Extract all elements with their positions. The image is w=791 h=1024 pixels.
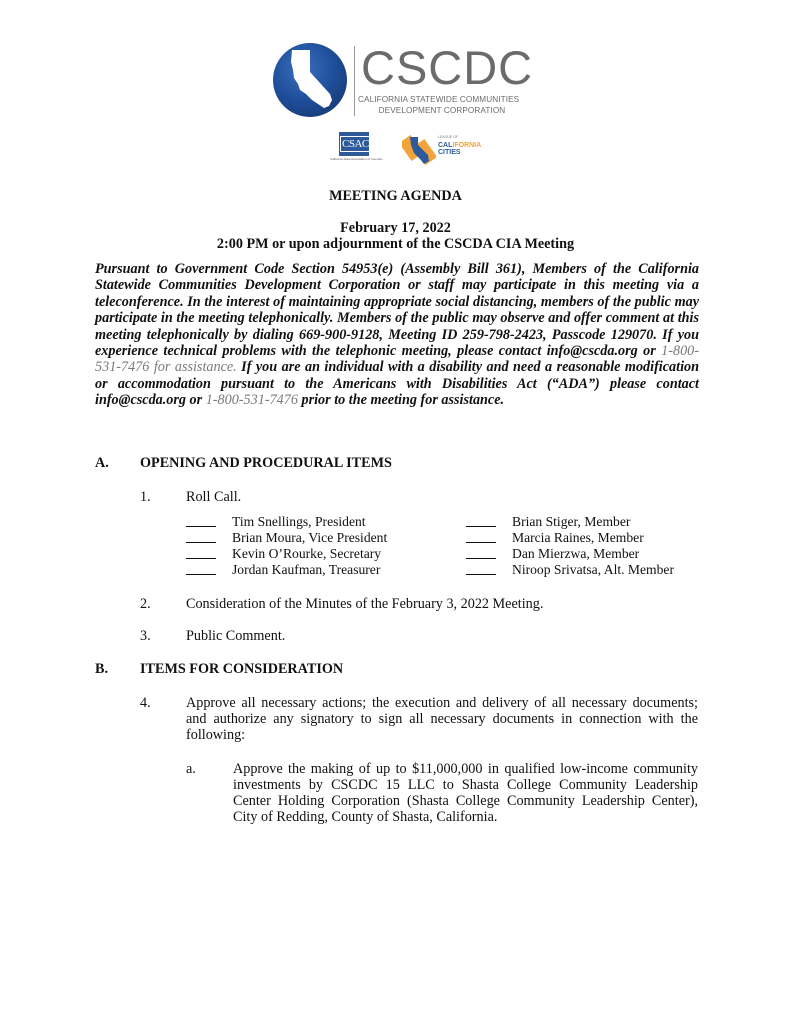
- attendance-blank: [466, 546, 496, 559]
- item-1-text: Roll Call.: [186, 489, 242, 505]
- section-a-letter: A.: [95, 455, 109, 471]
- league-of-california-cities-logo: [402, 131, 482, 167]
- league-text: LEAGUE OF CALIFORNIA CITIES: [438, 135, 482, 156]
- attendance-blank: [186, 514, 216, 527]
- california-cities-icon: [402, 131, 436, 167]
- teleconference-notice: Pursuant to Government Code Section 54953(e) (Assembly Bill 361), Members of the California Statewide Communities Development Corporation or staff may participate in this meeting via a teleconference. In the interest of maintaining appropriate social distancing, members of the public may participate in the meeting telephonically. Members of the public may observe and offer comment at this meeting telephonically by dialing 669-900-9128, Meeting ID 259-798-2423, Passcode 129070. If you experience technical problems with the telephonic meeting, please contact info@cscda.org or 1-800-531-7476 for assistance. If you are an individual with a disability and need a reasonable modification or accommodation pursuant to the Americans with Disabilities Act (“ADA”) please contact info@cscda.org or 1-800-531-7476 prior to the meeting for assistance.: [95, 261, 699, 409]
- roll-call-entry: Marcia Raines, Member: [466, 530, 644, 546]
- section-b-letter: B.: [95, 661, 109, 677]
- meeting-time: 2:00 PM or upon adjournment of the CSCDA CIA Meeting: [216, 236, 575, 252]
- cscdc-logo: [272, 42, 532, 122]
- roll-call-entry: Brian Moura, Vice President: [186, 530, 387, 546]
- attendance-blank: [186, 530, 216, 543]
- page-title: MEETING AGENDA: [329, 188, 462, 204]
- item-3-number: 3.: [140, 628, 151, 644]
- attendance-blank: [186, 562, 216, 575]
- csac-logo: [330, 132, 384, 168]
- roll-call-entry: Brian Stiger, Member: [466, 514, 630, 530]
- item-4a-letter: a.: [186, 761, 196, 777]
- csac-caption: California State Association of Counties: [330, 157, 383, 161]
- attendance-blank: [466, 562, 496, 575]
- csac-mark-icon: CSAC: [339, 132, 369, 156]
- item-1-number: 1.: [140, 489, 151, 505]
- phone-number: 1-800-531-7476: [205, 392, 298, 409]
- section-a-title: OPENING AND PROCEDURAL ITEMS: [140, 455, 392, 471]
- logo-divider: [354, 46, 355, 116]
- item-4-number: 4.: [140, 695, 151, 711]
- item-2-number: 2.: [140, 596, 151, 612]
- attendance-blank: [466, 530, 496, 543]
- attendance-blank: [466, 514, 496, 527]
- section-b-title: ITEMS FOR CONSIDERATION: [140, 661, 344, 677]
- roll-call-entry: Dan Mierzwa, Member: [466, 546, 639, 562]
- item-3-text: Public Comment.: [186, 628, 286, 644]
- logo-subtitle-line1: CALIFORNIA STATEWIDE COMMUNITIES: [358, 95, 520, 104]
- attendance-blank: [186, 546, 216, 559]
- roll-call-entry: Tim Snellings, President: [186, 514, 366, 530]
- phone-number: 1-800-531-7476 for assistance.: [95, 343, 699, 376]
- item-4-text: Approve all necessary actions; the execution and delivery of all necessary documents; and authorize any signatory to sign all necessary documents in connection with the following:: [186, 695, 698, 743]
- meeting-date: February 17, 2022: [340, 220, 451, 236]
- item-2-text: Consideration of the Minutes of the February 3, 2022 Meeting.: [186, 596, 544, 612]
- item-4a-text: Approve the making of up to $11,000,000 in qualified low-income community investments by CSCDC 15 LLC to Shasta College Community Leadership Center Holding Corporation (Shasta College Community Leadership Center), City of Redding, County of Shasta, California.: [233, 761, 698, 825]
- roll-call-entry: Jordan Kaufman, Treasurer: [186, 562, 380, 578]
- logo-acronym: CSCDC: [361, 41, 534, 94]
- roll-call-entry: Kevin O’Rourke, Secretary: [186, 546, 381, 562]
- roll-call-entry: Niroop Srivatsa, Alt. Member: [466, 562, 674, 578]
- california-state-icon: [272, 42, 348, 118]
- logo-subtitle-line2: DEVELOPMENT CORPORATION: [378, 106, 506, 115]
